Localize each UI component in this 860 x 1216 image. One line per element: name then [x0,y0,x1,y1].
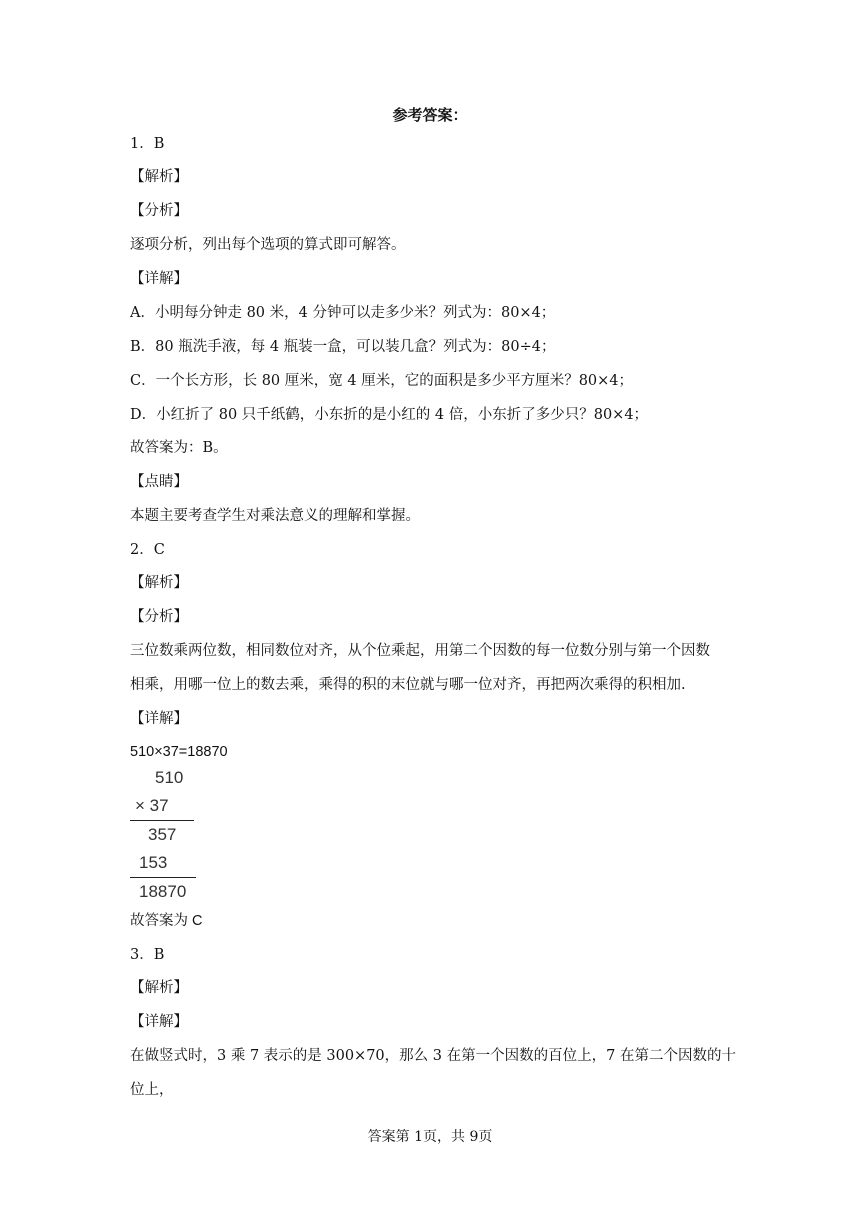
section-xiangjie: 【详解】 [130,711,188,727]
section-dianjing: 【点睛】 [130,474,188,490]
section-jiexi: 【解析】 [130,980,188,996]
comment-text: 本题主要考查学生对乘法意义的理解和掌握。 [130,508,420,524]
partial-product-2: 153 [139,853,168,872]
detail-text-line-1: 在做竖式时，3 乘 7 表示的是 300×70，那么 3 在第一个因数的百位上，7 在第二个因数的十 [130,1048,736,1064]
analysis-text: 逐项分析，列出每个选项的算式即可解答。 [130,237,406,253]
page-title: 参考答案： [392,106,468,124]
equation-text: 510×37=18870 [130,744,228,760]
section-jiexi: 【解析】 [130,169,188,185]
vertical-multiplication [130,764,220,904]
detail-text-line-2: 位上， [130,1082,174,1098]
conclusion-text: 故答案为：B。 [130,440,228,456]
analysis-text-line-1: 三位数乘两位数，相同数位对齐，从个位乘起，用第二个因数的每一位数分别与第一个因数 [130,643,710,659]
section-xiangjie: 【详解】 [130,271,188,287]
conclusion-text: 故答案为 C [130,913,203,929]
section-xiangjie: 【详解】 [130,1014,188,1030]
answer-3-heading: 3．B [130,947,165,963]
option-b-text: B．80 瓶洗手液，每 4 瓶装一盒，可以装几盒？列式为：80÷4； [130,339,556,355]
analysis-text-line-2: 相乘，用哪一位上的数去乘，乘得的积的末位就与哪一位对齐，再把两次乘得的积相加. [130,677,686,693]
answer-2-heading: 2．C [130,542,165,558]
option-c-text: C．一个长方形，长 80 厘米，宽 4 厘米，它的面积是多少平方厘米？80×4； [130,373,634,389]
final-product: 18870 [139,882,187,901]
option-d-text: D．小红折了 80 只千纸鹤，小东折的是小红的 4 倍，小东折了多少只？80×4； [130,407,649,423]
multiplier: × 37 [135,796,169,815]
multiply-rule [130,820,194,821]
partial-product-1: 357 [148,825,177,844]
section-jiexi: 【解析】 [130,575,188,591]
section-fenxi: 【分析】 [130,203,188,219]
answer-1-heading: 1．B [130,136,165,152]
option-a-text: A．小明每分钟走 80 米，4 分钟可以走多少米？列式为：80×4； [130,305,556,321]
sum-rule [130,877,196,878]
section-fenxi: 【分析】 [130,609,188,625]
multiplicand: 510 [155,768,184,787]
page-footer: 答案第 1页，共 9页 [367,1129,493,1145]
